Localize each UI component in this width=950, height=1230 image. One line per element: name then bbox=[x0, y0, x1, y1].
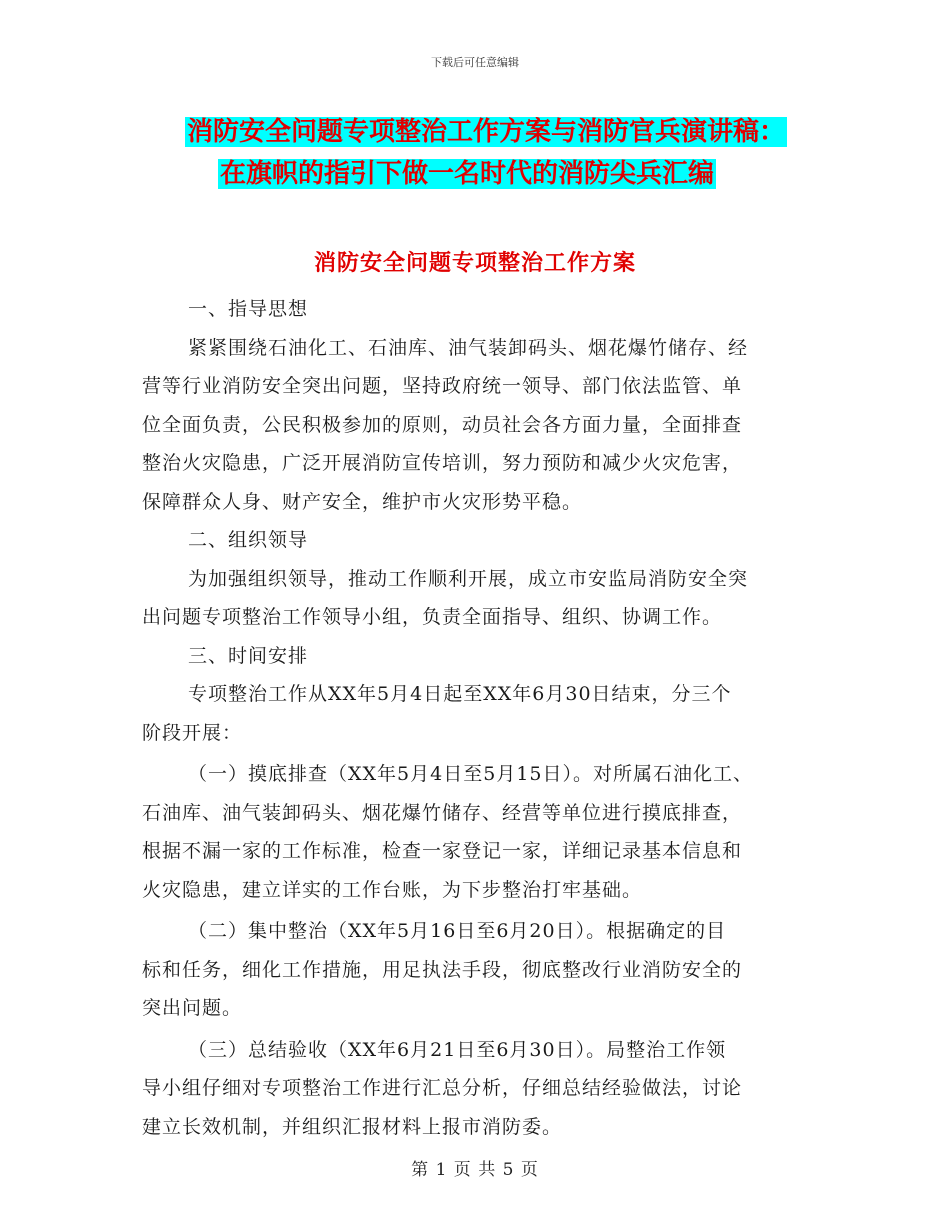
paragraph-line: 紧紧围绕石油化工、石油库、油气装卸码头、烟花爆竹储存、经 bbox=[188, 336, 749, 359]
paragraph-line: 为加强组织领导，推动工作顺利开展，成立市安监局消防安全突 bbox=[188, 567, 749, 590]
paragraph-line: 标和任务，细化工作措施，用足执法手段，彻底整改行业消防安全的 bbox=[142, 958, 743, 981]
paragraph-line: 保障群众人身、财产安全，维护市火灾形势平稳。 bbox=[142, 490, 583, 513]
title-highlight: 在旗帜的指引下做一名时代的消防尖兵汇编 bbox=[220, 159, 715, 189]
paragraph-line: 出问题专项整治工作领导小组，负责全面指导、组织、协调工作。 bbox=[142, 606, 723, 628]
paragraph-line: 突出问题。 bbox=[142, 997, 243, 1019]
paragraph-line: 石油库、油气装卸码头、烟花爆竹储存、经营等单位进行摸底排查， bbox=[142, 801, 743, 824]
paragraph-line: 整治火灾隐患，广泛开展消防宣传培训，努力预防和减少火灾危害， bbox=[142, 452, 743, 474]
document-body bbox=[142, 290, 822, 1146]
paragraph-line: 阶段开展： bbox=[142, 721, 243, 744]
paragraph-line: （二）集中整治（XX年5月16日至6月20日）。根据确定的目 bbox=[188, 920, 727, 942]
heading-schedule: 三、时间安排 bbox=[188, 644, 309, 667]
paragraph-line: 专项整治工作从XX年5月4日起至XX年6月30日结束，分三个 bbox=[188, 683, 732, 705]
paragraph-line: 根据不漏一家的工作标准，检查一家登记一家，详细记录基本信息和 bbox=[142, 840, 743, 862]
paragraph-line: 营等行业消防安全突出问题，坚持政府统一领导、部门依法监管、单 bbox=[142, 375, 743, 397]
header-note: 下载后可任意编辑 bbox=[431, 56, 519, 69]
heading-guiding-thought: 一、指导思想 bbox=[188, 298, 309, 320]
paragraph-line: 导小组仔细对专项整治工作进行汇总分析，仔细总结经验做法，讨论 bbox=[142, 1077, 743, 1099]
section-title: 消防安全问题专项整治工作方案 bbox=[313, 251, 636, 276]
paragraph-line: （三）总结验收（XX年6月21日至6月30日）。局整治工作领 bbox=[188, 1038, 727, 1061]
heading-organization: 二、组织领导 bbox=[188, 529, 309, 551]
title-highlight: 消防安全问题专项整治工作方案与消防官兵演讲稿： bbox=[187, 117, 786, 147]
paragraph-line: （一）摸底排查（XX年5月4日至5月15日）。对所属石油化工、 bbox=[188, 763, 753, 785]
document-title-line-2 bbox=[218, 154, 716, 194]
page-number: 第 1 页 共 5 页 bbox=[411, 1160, 539, 1180]
paragraph-line: 建立长效机制，并组织汇报材料上报市消防委。 bbox=[142, 1115, 563, 1138]
paragraph-line: 火灾隐患，建立详实的工作台账，为下步整治打牢基础。 bbox=[142, 878, 643, 901]
paragraph-line: 位全面负责，公民积极参加的原则，动员社会各方面力量，全面排查 bbox=[142, 413, 743, 436]
document-title-line-1 bbox=[185, 112, 787, 152]
